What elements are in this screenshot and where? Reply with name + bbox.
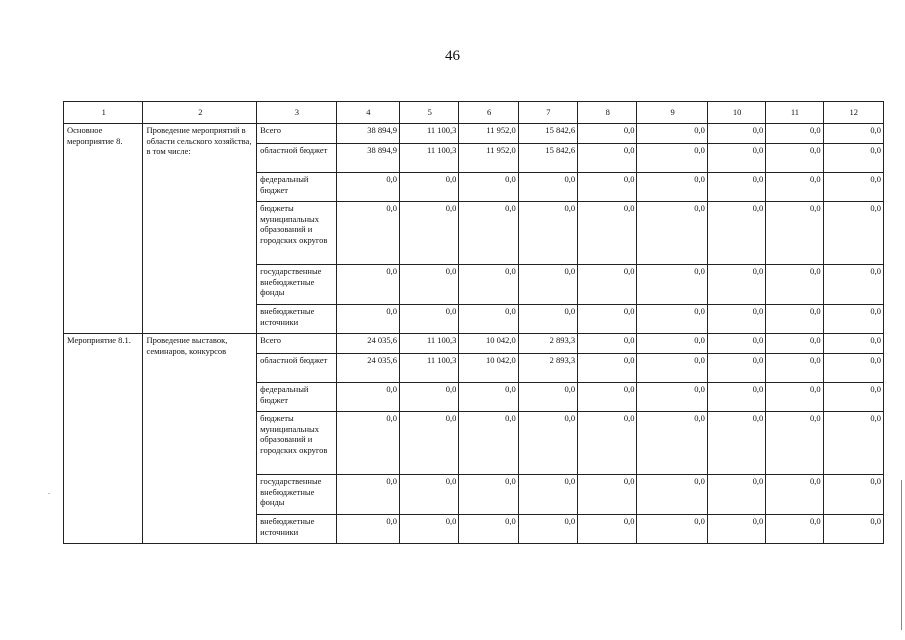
amount-cell: 0,0 [578, 144, 637, 173]
amount-cell: 0,0 [707, 354, 765, 383]
amount-cell: 11 100,3 [400, 144, 459, 173]
amount-cell: 0,0 [578, 354, 637, 383]
amount-cell: 10 042,0 [459, 354, 518, 383]
amount-cell: 0,0 [336, 202, 399, 265]
amount-cell: 0,0 [578, 383, 637, 412]
amount-cell: 0,0 [766, 475, 823, 515]
activity-name-cell: Проведение выставок, семинаров, конкурсов [143, 334, 257, 544]
amount-cell: 0,0 [766, 412, 823, 475]
amount-cell: 0,0 [766, 144, 823, 173]
amount-cell: 0,0 [400, 202, 459, 265]
amount-cell: 38 894,9 [336, 124, 399, 144]
column-header: 11 [766, 102, 823, 124]
column-header: 12 [823, 102, 883, 124]
table-row [64, 334, 884, 354]
funding-source-cell: государственные внебюджетные фонды [257, 475, 336, 515]
amount-cell: 0,0 [707, 124, 765, 144]
amount-cell: 15 842,6 [518, 144, 577, 173]
amount-cell: 0,0 [707, 265, 765, 305]
amount-cell: 2 893,3 [518, 354, 577, 383]
amount-cell: 0,0 [823, 354, 883, 383]
amount-cell: 0,0 [823, 265, 883, 305]
amount-cell: 0,0 [707, 412, 765, 475]
amount-cell: 0,0 [400, 412, 459, 475]
amount-cell: 2 893,3 [518, 334, 577, 354]
page-number: 46 [445, 48, 460, 64]
funding-source-cell: областной бюджет [257, 354, 336, 383]
amount-cell: 0,0 [518, 515, 577, 544]
amount-cell: 0,0 [459, 383, 518, 412]
column-header: 6 [459, 102, 518, 124]
amount-cell: 0,0 [766, 334, 823, 354]
amount-cell: 0,0 [637, 144, 707, 173]
amount-cell: 0,0 [637, 124, 707, 144]
amount-cell: 0,0 [518, 173, 577, 202]
amount-cell: 0,0 [766, 383, 823, 412]
funding-source-cell: областной бюджет [257, 144, 336, 173]
amount-cell: 0,0 [336, 305, 399, 334]
amount-cell: 0,0 [336, 173, 399, 202]
amount-cell: 0,0 [707, 173, 765, 202]
amount-cell: 0,0 [766, 265, 823, 305]
amount-cell: 0,0 [336, 383, 399, 412]
amount-cell: 0,0 [518, 305, 577, 334]
amount-cell: 0,0 [400, 383, 459, 412]
amount-cell: 0,0 [823, 334, 883, 354]
column-header: 3 [257, 102, 336, 124]
amount-cell: 0,0 [578, 124, 637, 144]
amount-cell: 0,0 [707, 144, 765, 173]
amount-cell: 0,0 [637, 265, 707, 305]
column-header: 7 [518, 102, 577, 124]
funding-source-cell: внебюджетные источники [257, 515, 336, 544]
amount-cell: 0,0 [578, 173, 637, 202]
amount-cell: 0,0 [766, 124, 823, 144]
amount-cell: 0,0 [459, 515, 518, 544]
amount-cell: 0,0 [766, 173, 823, 202]
amount-cell: 0,0 [637, 515, 707, 544]
amount-cell: 0,0 [336, 475, 399, 515]
activity-code-cell: Мероприятие 8.1. [64, 334, 143, 544]
amount-cell: 0,0 [336, 412, 399, 475]
column-header: 5 [400, 102, 459, 124]
amount-cell: 0,0 [518, 265, 577, 305]
amount-cell: 0,0 [400, 265, 459, 305]
amount-cell: 38 894,9 [336, 144, 399, 173]
funding-source-cell: бюджеты муниципальных образований и городских округов [257, 202, 336, 265]
activity-code-cell: Основное мероприятие 8. [64, 124, 143, 334]
amount-cell: 0,0 [766, 202, 823, 265]
amount-cell: 0,0 [823, 144, 883, 173]
amount-cell: 0,0 [823, 202, 883, 265]
amount-cell: 0,0 [823, 383, 883, 412]
amount-cell: 0,0 [823, 173, 883, 202]
column-header: 4 [336, 102, 399, 124]
amount-cell: 11 100,3 [400, 354, 459, 383]
column-header: 2 [143, 102, 257, 124]
amount-cell: 0,0 [336, 515, 399, 544]
amount-cell: 11 952,0 [459, 144, 518, 173]
activity-name-cell: Проведение мероприятий в области сельского хозяйства, в том числе: [143, 124, 257, 334]
column-header: 1 [64, 102, 143, 124]
column-header: 8 [578, 102, 637, 124]
amount-cell: 0,0 [637, 305, 707, 334]
amount-cell: 0,0 [459, 173, 518, 202]
amount-cell: 11 952,0 [459, 124, 518, 144]
amount-cell: 0,0 [707, 334, 765, 354]
funding-source-cell: внебюджетные источники [257, 305, 336, 334]
amount-cell: 0,0 [336, 265, 399, 305]
amount-cell: 0,0 [823, 515, 883, 544]
amount-cell: 0,0 [518, 412, 577, 475]
amount-cell: 0,0 [578, 334, 637, 354]
amount-cell: 0,0 [707, 202, 765, 265]
amount-cell: 0,0 [400, 173, 459, 202]
amount-cell: 0,0 [578, 265, 637, 305]
scan-artifact-line [901, 480, 902, 630]
amount-cell: 24 035,6 [336, 334, 399, 354]
amount-cell: 0,0 [400, 305, 459, 334]
amount-cell: 0,0 [459, 305, 518, 334]
amount-cell: 0,0 [637, 202, 707, 265]
budget-table [63, 101, 884, 544]
amount-cell: 0,0 [400, 515, 459, 544]
column-header: 9 [637, 102, 707, 124]
amount-cell: 0,0 [707, 515, 765, 544]
table-body [64, 124, 884, 544]
amount-cell: 0,0 [578, 412, 637, 475]
funding-source-cell: федеральный бюджет [257, 383, 336, 412]
amount-cell: 0,0 [707, 475, 765, 515]
amount-cell: 11 100,3 [400, 334, 459, 354]
scan-artifact-dot [48, 493, 50, 494]
amount-cell: 0,0 [400, 475, 459, 515]
amount-cell: 15 842,6 [518, 124, 577, 144]
amount-cell: 0,0 [823, 124, 883, 144]
amount-cell: 0,0 [823, 305, 883, 334]
amount-cell: 0,0 [823, 412, 883, 475]
funding-source-cell: Всего [257, 124, 336, 144]
column-header: 10 [707, 102, 765, 124]
funding-source-cell: Всего [257, 334, 336, 354]
amount-cell: 0,0 [637, 354, 707, 383]
amount-cell: 0,0 [518, 475, 577, 515]
amount-cell: 10 042,0 [459, 334, 518, 354]
amount-cell: 0,0 [637, 334, 707, 354]
amount-cell: 0,0 [707, 383, 765, 412]
amount-cell: 0,0 [459, 475, 518, 515]
amount-cell: 11 100,3 [400, 124, 459, 144]
amount-cell: 0,0 [766, 305, 823, 334]
header-row [64, 102, 884, 124]
amount-cell: 0,0 [578, 202, 637, 265]
funding-source-cell: федеральный бюджет [257, 173, 336, 202]
amount-cell: 0,0 [823, 475, 883, 515]
amount-cell: 24 035,6 [336, 354, 399, 383]
amount-cell: 0,0 [578, 305, 637, 334]
amount-cell: 0,0 [518, 202, 577, 265]
amount-cell: 0,0 [518, 383, 577, 412]
amount-cell: 0,0 [637, 383, 707, 412]
amount-cell: 0,0 [459, 202, 518, 265]
amount-cell: 0,0 [578, 515, 637, 544]
amount-cell: 0,0 [707, 305, 765, 334]
amount-cell: 0,0 [637, 475, 707, 515]
table-row [64, 124, 884, 144]
funding-source-cell: государственные внебюджетные фонды [257, 265, 336, 305]
amount-cell: 0,0 [578, 475, 637, 515]
amount-cell: 0,0 [766, 515, 823, 544]
amount-cell: 0,0 [459, 412, 518, 475]
amount-cell: 0,0 [766, 354, 823, 383]
amount-cell: 0,0 [637, 173, 707, 202]
amount-cell: 0,0 [459, 265, 518, 305]
funding-source-cell: бюджеты муниципальных образований и городских округов [257, 412, 336, 475]
amount-cell: 0,0 [637, 412, 707, 475]
